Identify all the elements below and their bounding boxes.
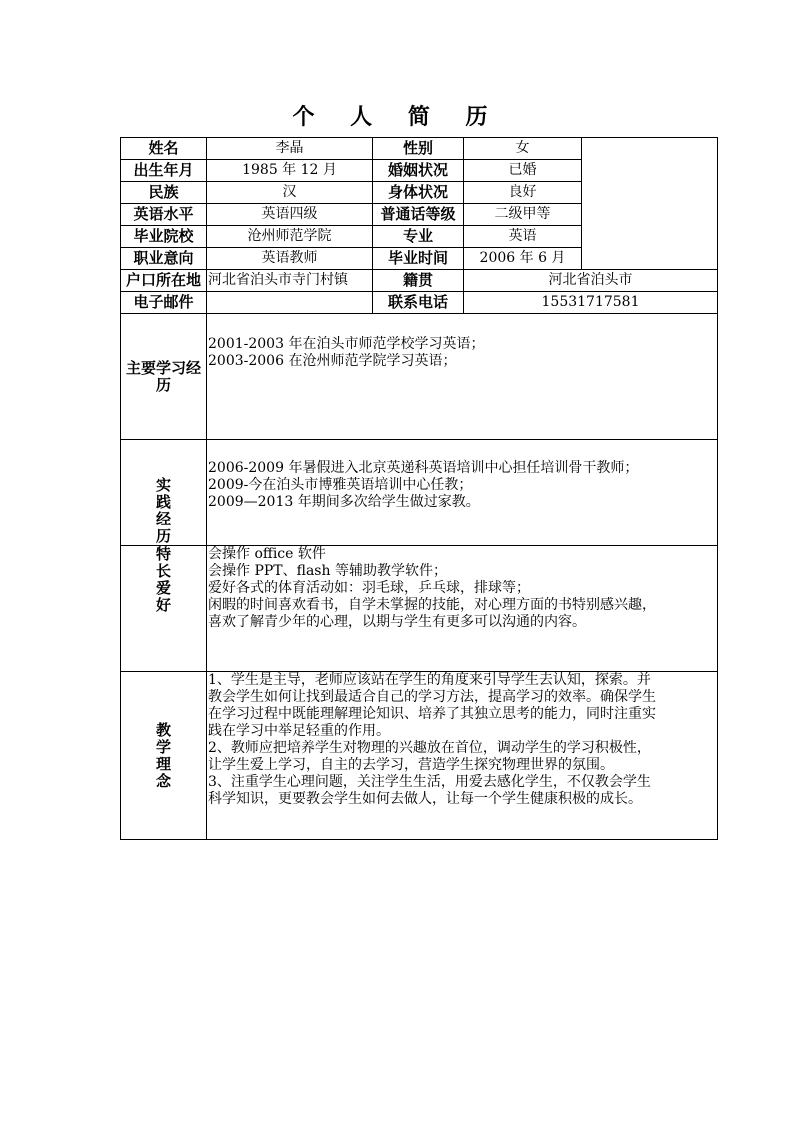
origin-label: 籍贯 bbox=[373, 270, 464, 292]
practice-label-char: 践 bbox=[155, 493, 171, 511]
row-philosophy bbox=[121, 672, 718, 840]
hobbies-line: 喜欢了解青少年的心理，以期与学生有更多可以沟通的内容。 bbox=[208, 614, 586, 630]
marital-label: 婚姻状况 bbox=[373, 160, 464, 182]
career-value: 英语教师 bbox=[207, 248, 373, 270]
resume-table bbox=[120, 137, 718, 840]
hobbies-label-char: 特 bbox=[155, 545, 171, 563]
philosophy-line: 让学生爱上学习，自主的去学习，营造学生探究物理世界的氛围。 bbox=[208, 757, 614, 773]
practice-label-char: 经 bbox=[155, 510, 171, 528]
ethnicity-value: 汉 bbox=[207, 182, 373, 204]
gender-value: 女 bbox=[464, 138, 582, 160]
phone-label: 联系电话 bbox=[373, 292, 464, 314]
philosophy-label-char: 理 bbox=[155, 754, 171, 773]
practice-content bbox=[207, 440, 718, 546]
study-line: 2001-2003 年在泊头市师范学校学习英语； bbox=[208, 336, 485, 352]
study-label-line: 主要学习经 bbox=[125, 358, 201, 377]
philosophy-label-char: 教 bbox=[155, 720, 171, 739]
philosophy-line: 践在学习中举足轻重的作用。 bbox=[208, 723, 390, 739]
philosophy-content bbox=[207, 672, 718, 840]
name-label: 姓名 bbox=[121, 138, 207, 160]
practice-line: 2006-2009 年暑假进入北京英递科英语培训中心担任培训骨干教师； bbox=[208, 460, 639, 476]
hobbies-label-char: 爱 bbox=[155, 579, 171, 597]
major-value: 英语 bbox=[464, 226, 582, 248]
hobbies-label-char: 长 bbox=[155, 562, 171, 580]
page-title: 个 人 简 历 bbox=[292, 104, 502, 130]
study-line: 2003-2006 在沧州师范学院学习英语； bbox=[208, 353, 457, 369]
row-hukou bbox=[121, 270, 718, 292]
row-practice bbox=[121, 440, 718, 546]
hobbies-label bbox=[121, 546, 207, 672]
hobbies-label-char: 好 bbox=[155, 596, 171, 614]
philosophy-line: 科学知识，更要教会学生如何去做人，让每一个学生健康积极的成长。 bbox=[208, 791, 642, 807]
hobbies-line: 闲暇的时间喜欢看书，自学未掌握的技能，对心理方面的书特别感兴趣， bbox=[208, 597, 656, 613]
phone-value: 15531717581 bbox=[464, 292, 718, 314]
english-value: 英语四级 bbox=[207, 204, 373, 226]
gradtime-label: 毕业时间 bbox=[373, 248, 464, 270]
career-label: 职业意向 bbox=[121, 248, 207, 270]
philosophy-line: 1、学生是主导，老师应该站在学生的角度来引导学生去认知，探索。并 bbox=[208, 672, 651, 688]
row-hobbies bbox=[121, 546, 718, 672]
mandarin-label: 普通话等级 bbox=[373, 204, 464, 226]
photo-cell bbox=[582, 138, 718, 270]
birth-label: 出生年月 bbox=[121, 160, 207, 182]
row-name bbox=[121, 138, 718, 160]
practice-label bbox=[121, 440, 207, 546]
philosophy-label-char: 念 bbox=[155, 771, 171, 790]
gender-label: 性别 bbox=[373, 138, 464, 160]
gradtime-value: 2006 年 6 月 bbox=[464, 248, 582, 270]
philosophy-label-char: 学 bbox=[155, 737, 171, 756]
email-value bbox=[207, 292, 373, 314]
email-label: 电子邮件 bbox=[121, 292, 207, 314]
marital-value: 已婚 bbox=[464, 160, 582, 182]
health-label: 身体状况 bbox=[373, 182, 464, 204]
row-study bbox=[121, 314, 718, 440]
philosophy-line: 在学习过程中既能理解理论知识、培养了其独立思考的能力，同时注重实 bbox=[208, 706, 656, 722]
school-value: 沧州师范学院 bbox=[207, 226, 373, 248]
practice-label-char: 实 bbox=[155, 476, 171, 494]
english-label: 英语水平 bbox=[121, 204, 207, 226]
philosophy-line: 2、教师应把培养学生对物理的兴趣放在首位，调动学生的学习积极性， bbox=[208, 740, 651, 756]
study-content bbox=[207, 314, 718, 440]
health-value: 良好 bbox=[464, 182, 582, 204]
study-label bbox=[121, 314, 207, 440]
practice-line: 2009—2013 年期间多次给学生做过家教。 bbox=[208, 494, 480, 510]
hobbies-line: 会操作 PPT、flash 等辅助教学软件； bbox=[208, 563, 447, 579]
major-label: 专业 bbox=[373, 226, 464, 248]
ethnicity-label: 民族 bbox=[121, 182, 207, 204]
origin-value: 河北省泊头市 bbox=[464, 270, 718, 292]
hobbies-content bbox=[207, 546, 718, 672]
name-value: 李晶 bbox=[207, 138, 373, 160]
practice-label-char: 历 bbox=[155, 527, 171, 545]
hobbies-line: 爱好各式的体育活动如：羽毛球，乒乓球，排球等； bbox=[208, 580, 530, 596]
practice-line: 2009-今在泊头市博雅英语培训中心任教； bbox=[208, 477, 473, 493]
philosophy-label bbox=[121, 672, 207, 840]
school-label: 毕业院校 bbox=[121, 226, 207, 248]
row-contact bbox=[121, 292, 718, 314]
philosophy-line: 3、注重学生心理问题，关注学生生活，用爱去感化学生，不仅教会学生 bbox=[208, 774, 651, 790]
hukou-value: 河北省泊头市寺门村镇 bbox=[207, 270, 373, 292]
birth-value: 1985 年 12 月 bbox=[207, 160, 373, 182]
hukou-label: 户口所在地 bbox=[121, 270, 207, 292]
philosophy-line: 教会学生如何让找到最适合自己的学习方法，提高学习的效率。确保学生 bbox=[208, 689, 656, 705]
mandarin-value: 二级甲等 bbox=[464, 204, 582, 226]
study-label-line: 历 bbox=[155, 375, 171, 394]
hobbies-line: 会操作 office 软件 bbox=[208, 546, 326, 562]
